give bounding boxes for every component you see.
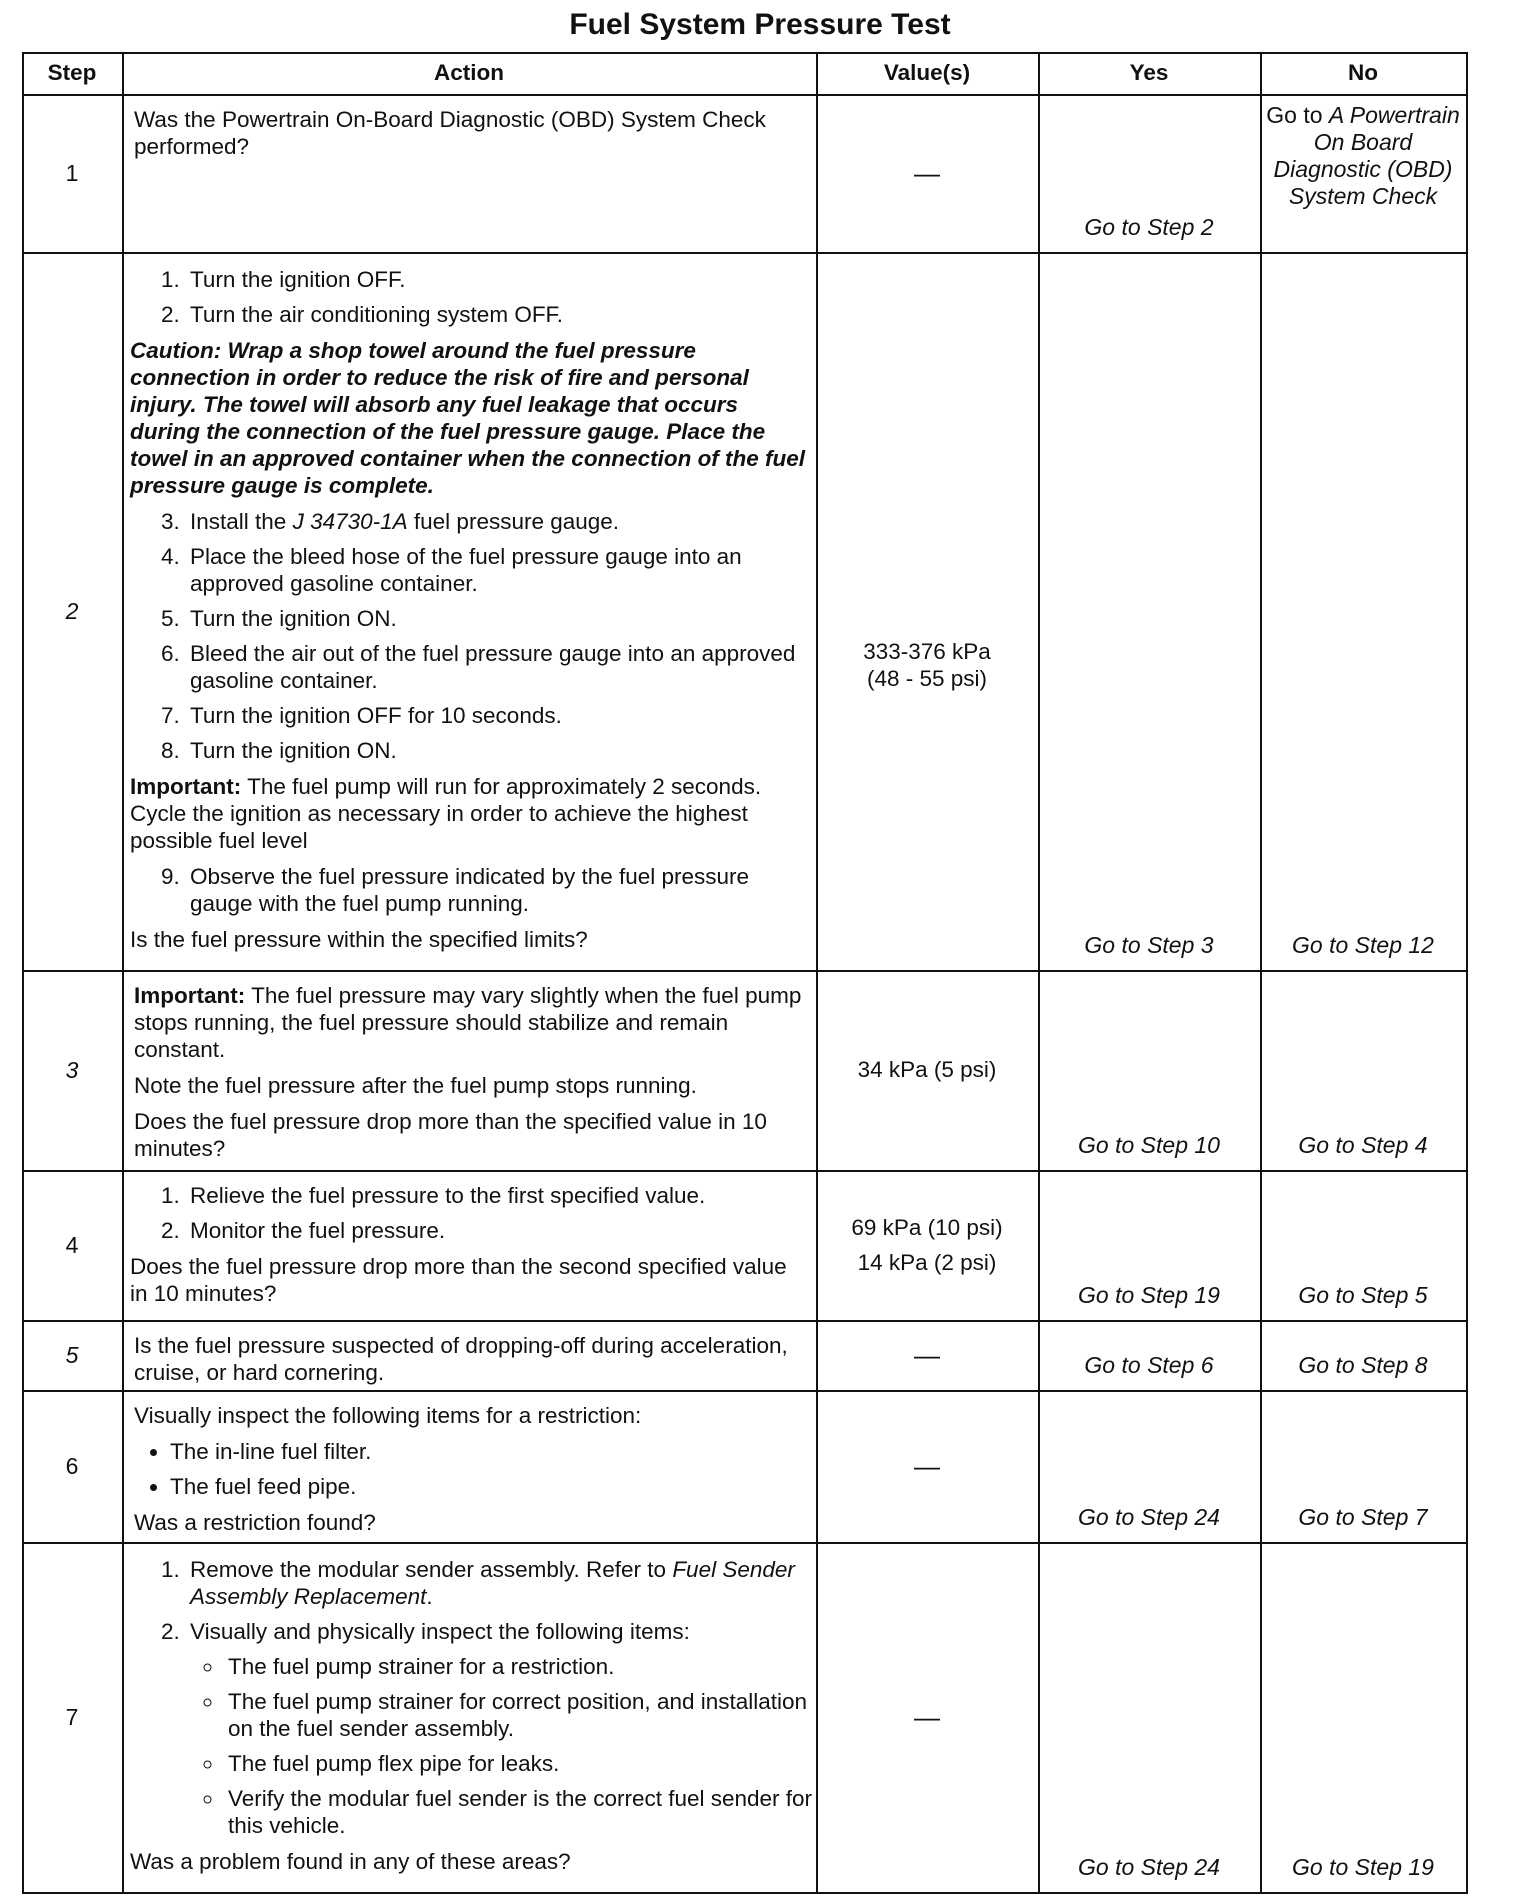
- step-2-item: 2. Turn the air conditioning system OFF.: [186, 301, 810, 328]
- header-action: Action: [434, 60, 504, 85]
- step-7-yes: Go to Step 24: [1078, 1854, 1220, 1880]
- step-3-question: Does the fuel pressure drop more than the specified value in 10 minutes?: [134, 1109, 767, 1161]
- step-2-item: 8. Turn the ignition ON.: [186, 737, 810, 764]
- fuel-system-pressure-test-table: [22, 52, 1468, 1894]
- header-no: No: [1348, 60, 1378, 85]
- step-7-bullet: ◦ The fuel pump strainer for a restriction.: [224, 1653, 814, 1680]
- step-number: 4: [65, 1232, 79, 1258]
- step-2-action: [130, 266, 810, 962]
- step-4-question: Does the fuel pressure drop more than the second specified value in 10 minutes?: [130, 1254, 787, 1306]
- step-6-bullet: • The in-line fuel filter.: [170, 1438, 810, 1465]
- step-7-value: —: [914, 1702, 940, 1732]
- step-2-question: Is the fuel pressure within the specified limits?: [130, 927, 588, 952]
- go-to-label: Go to: [1266, 102, 1329, 128]
- step-7-bullet: ◦ Verify the modular fuel sender is the correct fuel sender for this vehicle.: [224, 1785, 814, 1839]
- step-number: 6: [65, 1453, 79, 1479]
- step-5-no: Go to Step 8: [1298, 1352, 1428, 1378]
- step-6-question: Was a restriction found?: [134, 1510, 376, 1535]
- step-7-bullet: ◦ The fuel pump flex pipe for leaks.: [224, 1750, 814, 1777]
- step-2-item: 9. Observe the fuel pressure indicated by the fuel pressure gauge with the fuel pump running.: [186, 863, 810, 917]
- step-2-item: 4. Place the bleed hose of the fuel pressure gauge into an approved gasoline container.: [186, 543, 810, 597]
- step-7-question: Was a problem found in any of these areas?: [130, 1849, 571, 1874]
- step-2-no: Go to Step 12: [1292, 932, 1434, 958]
- step-4-action: [130, 1182, 810, 1316]
- step-7-item: 1. Remove the modular sender assembly. Refer to Fuel Sender Assembly Replacement.: [186, 1556, 814, 1610]
- step-number: 5: [65, 1342, 79, 1368]
- step-6-bullet: • The fuel feed pipe.: [170, 1473, 810, 1500]
- step-2-item: 6. Bleed the air out of the fuel pressure gauge into an approved gasoline container.: [186, 640, 810, 694]
- step-2-item: 7. Turn the ignition OFF for 10 seconds.: [186, 702, 810, 729]
- step-4-item: 2. Monitor the fuel pressure.: [186, 1217, 810, 1244]
- step-1-no: [1260, 102, 1466, 210]
- step-7-no: Go to Step 19: [1292, 1854, 1434, 1880]
- step-6-value: —: [914, 1451, 940, 1481]
- step-3-note: Note the fuel pressure after the fuel pump stops running.: [134, 1073, 697, 1098]
- step-number: 3: [65, 1057, 79, 1083]
- header-step: Step: [47, 60, 97, 85]
- step-4-value: 69 kPa (10 psi) 14 kPa (2 psi): [851, 1215, 1003, 1275]
- step-4-yes: Go to Step 19: [1078, 1282, 1220, 1308]
- step-number: 2: [65, 598, 79, 624]
- step-1-action: [134, 106, 804, 169]
- obd-check-reference: A Powertrain On Board Diagnostic (OBD) System Check: [1273, 102, 1460, 209]
- header-yes: Yes: [1129, 60, 1169, 85]
- step-5-value: —: [914, 1340, 940, 1370]
- step-4-no: Go to Step 5: [1298, 1282, 1428, 1308]
- header-values: Value(s): [883, 60, 971, 85]
- step-3-yes: Go to Step 10: [1078, 1132, 1220, 1158]
- step-7-bullet: ◦ The fuel pump strainer for correct position, and installation on the fuel sender assembly.: [224, 1688, 814, 1742]
- step-7-item: 2. Visually and physically inspect the following items: ◦ The fuel pump strainer for a restriction. ◦ The fuel pump strainer for correct position, and installation on the fuel sender assembly. ◦ The fuel pump flex pipe for leaks. ◦ Verify the modular fuel sender is the correct fuel sender for this vehicle.: [186, 1618, 814, 1839]
- step-3-important: Important: The fuel pressure may vary slightly when the fuel pump stops running, the fuel pressure should stabilize and remain constant.: [134, 983, 802, 1062]
- step-2-item: 1. Turn the ignition OFF.: [186, 266, 810, 293]
- step-1-question: Was the Powertrain On-Board Diagnostic (OBD) System Check performed?: [134, 107, 766, 159]
- step-1-value: —: [914, 158, 940, 188]
- step-2-item: 5. Turn the ignition ON.: [186, 605, 810, 632]
- step-6-yes: Go to Step 24: [1078, 1504, 1220, 1530]
- step-5-question: Is the fuel pressure suspected of dropping-off during acceleration, cruise, or hard cornering.: [134, 1333, 788, 1385]
- step-6-action: [134, 1402, 810, 1545]
- step-3-value: 34 kPa (5 psi): [857, 1057, 997, 1082]
- step-2-important: Important: The fuel pump will run for approximately 2 seconds. Cycle the ignition as necessary in order to achieve the highest possible fuel level: [130, 774, 762, 853]
- step-number: 7: [65, 1704, 79, 1730]
- step-6-intro: Visually inspect the following items for a restriction:: [134, 1403, 642, 1428]
- step-5-yes: Go to Step 6: [1084, 1352, 1214, 1378]
- step-3-action: [134, 982, 810, 1171]
- page-title: Fuel System Pressure Test: [569, 8, 951, 41]
- step-6-no: Go to Step 7: [1298, 1504, 1428, 1530]
- step-7-action: [130, 1556, 814, 1884]
- step-2-value: 333-376 kPa (48 - 55 psi): [863, 639, 991, 691]
- step-2-item: 3. Install the J 34730-1A fuel pressure gauge.: [186, 508, 810, 535]
- step-5-action: [134, 1332, 810, 1395]
- step-2-caution: Caution: Wrap a shop towel around the fuel pressure connection in order to reduce the risk of fire and personal injury. The towel will absorb any fuel leakage that occurs during the connection of the fuel pressure gauge. Place the towel in an approved container when the connection of the fuel pressure gauge is complete.: [130, 338, 806, 498]
- step-2-yes: Go to Step 3: [1084, 932, 1214, 958]
- step-4-item: 1. Relieve the fuel pressure to the first specified value.: [186, 1182, 810, 1209]
- step-1-yes: Go to Step 2: [1084, 214, 1214, 240]
- step-number: 1: [65, 160, 79, 186]
- step-3-no: Go to Step 4: [1298, 1132, 1428, 1158]
